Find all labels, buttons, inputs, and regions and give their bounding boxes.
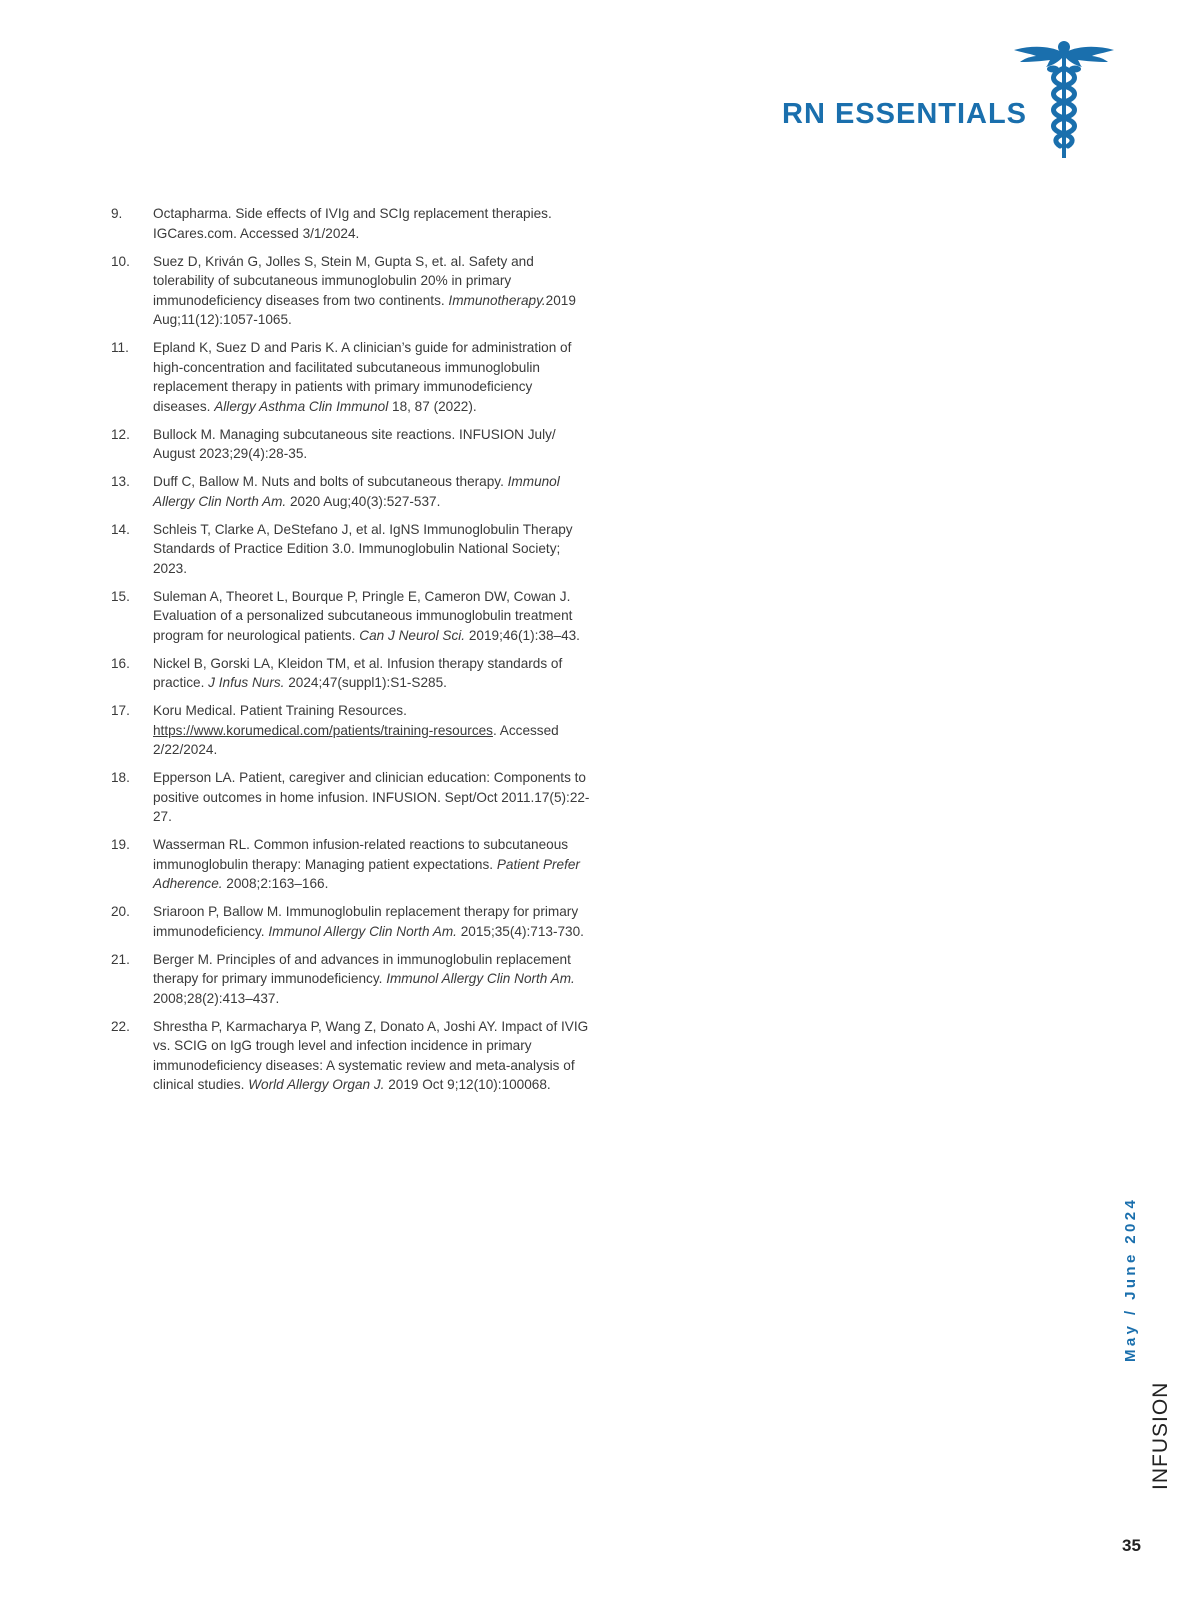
section-title: RN ESSENTIALS bbox=[782, 98, 1028, 130]
reference-number: 11. bbox=[111, 340, 129, 355]
reference-number: 21. bbox=[111, 951, 130, 967]
reference-journal: World Allergy Organ J. bbox=[248, 1077, 385, 1092]
reference-journal: Immunotherapy. bbox=[448, 292, 546, 308]
reference-text: Octapharma. Side effects of IVIg and SCIg replacement therapies. IGCares.com. Accessed 3/1/2024. bbox=[153, 206, 552, 241]
reference-number: 18. bbox=[111, 770, 130, 785]
reference-item bbox=[111, 472, 591, 511]
magazine-brand: INFUSION bbox=[1149, 1381, 1172, 1490]
reference-number: 19. bbox=[111, 837, 130, 852]
issue-date: May / June 2024 bbox=[1122, 1196, 1139, 1362]
reference-item bbox=[111, 425, 591, 464]
reference-number: 16. bbox=[111, 655, 130, 671]
reference-text: Suez D, Kriván G, Jolles S, Stein M, Gupta S, et. al. Safety and tolerability of subcutaneous immunoglobulin 20% in primary immunodeficiency diseases from two continents. bbox=[153, 253, 534, 308]
reference-text: Sriaroon P, Ballow M. Immunoglobulin replacement therapy for primary immunodeficiency. bbox=[153, 904, 579, 939]
reference-text: 2020 Aug;40(3):527-537. bbox=[286, 493, 441, 509]
reference-text: 2019;46(1):38–43. bbox=[465, 627, 580, 643]
reference-text: Epland K, Suez D and Paris K. A clinician’s guide for administration of high-concentration and facilitated subcutaneous immunoglobulin replacement therapy in patients with primary immunodeficiency diseases. bbox=[153, 340, 572, 414]
reference-text: Schleis T, Clarke A, DeStefano J, et al. IgNS Immunoglobulin Therapy Standards of Practice Edition 3.0. Immunoglobulin National Society; 2023. bbox=[153, 521, 573, 576]
reference-text: 2024;47(suppl1):S1-S285. bbox=[284, 675, 447, 690]
reference-number: 22. bbox=[111, 1018, 130, 1034]
reference-item bbox=[111, 338, 591, 416]
reference-text: Bullock M. Managing subcutaneous site reactions. INFUSION July/ August 2023;29(4):28-35. bbox=[153, 426, 556, 461]
reference-number: 10. bbox=[111, 253, 130, 269]
reference-text: 2019 Oct 9;12(10):100068. bbox=[384, 1077, 551, 1092]
reference-item bbox=[111, 768, 591, 827]
reference-text: 2019 Aug;11(12):1057-1065. bbox=[153, 292, 576, 327]
reference-journal: Immunol Allergy Clin North Am. bbox=[153, 474, 560, 509]
reference-item bbox=[111, 654, 591, 693]
reference-text: 2008;2:163–166. bbox=[222, 876, 329, 891]
reference-number: 13. bbox=[111, 474, 130, 489]
reference-journal: Can J Neurol Sci. bbox=[359, 627, 466, 643]
reference-item bbox=[111, 701, 591, 760]
reference-journal: Immunol Allergy Clin North Am. bbox=[268, 923, 457, 939]
reference-text: Shrestha P, Karmacharya P, Wang Z, Donato A, Joshi AY. Impact of IVIG vs. SCIG on IgG trough level and infection incidence in primary immunodeficiency diseases: A systematic review and meta-analysis of clinical studies. bbox=[153, 1018, 589, 1092]
reference-item bbox=[111, 1017, 591, 1095]
reference-text: Suleman A, Theoret L, Bourque P, Pringle E, Cameron DW, Cowan J. Evaluation of a personalized subcutaneous immunoglobulin treatment program for neurological patients. bbox=[153, 588, 573, 643]
reference-journal: J Infus Nurs. bbox=[208, 675, 285, 690]
reference-item bbox=[111, 520, 591, 579]
caduceus-icon bbox=[1014, 38, 1114, 160]
reference-journal: Immunol Allergy Clin North Am. bbox=[386, 971, 575, 986]
reference-item bbox=[111, 252, 591, 330]
reference-journal: Allergy Asthma Clin Immunol bbox=[214, 398, 389, 414]
reference-item bbox=[111, 835, 591, 894]
reference-text: Berger M. Principles of and advances in immunoglobulin replacement therapy for primary immunodeficiency. bbox=[153, 951, 571, 986]
reference-journal: Patient Prefer Adherence. bbox=[153, 856, 580, 891]
reference-number: 12. bbox=[111, 426, 130, 442]
reference-text: 2008;28(2):413–437. bbox=[153, 990, 280, 1006]
reference-text: . Accessed 2/22/2024. bbox=[153, 722, 559, 757]
reference-link[interactable]: https://www.korumedical.com/patients/training-resources bbox=[153, 722, 493, 738]
reference-text: 2015;35(4):713-730. bbox=[456, 923, 584, 939]
reference-number: 20. bbox=[111, 904, 130, 919]
reference-text: Wasserman RL. Common infusion-related reactions to subcutaneous immunoglobulin therapy: Managing patient expectations. bbox=[153, 837, 569, 872]
page-number: 35 bbox=[1122, 1536, 1141, 1555]
reference-number: 15. bbox=[111, 588, 130, 604]
reference-number: 9. bbox=[111, 206, 123, 221]
references-list bbox=[111, 204, 591, 1103]
reference-item bbox=[111, 902, 591, 941]
reference-text: Koru Medical. Patient Training Resources. bbox=[153, 703, 407, 718]
reference-item bbox=[111, 587, 591, 646]
reference-text: Epperson LA. Patient, caregiver and clinician education: Components to positive outcomes in home infusion. INFUSION. Sept/Oct 2011.17(5):22-27. bbox=[153, 770, 590, 824]
reference-item bbox=[111, 950, 591, 1009]
reference-number: 17. bbox=[111, 703, 130, 718]
reference-text: Duff C, Ballow M. Nuts and bolts of subcutaneous therapy. bbox=[153, 474, 508, 489]
reference-text: 18, 87 (2022). bbox=[388, 398, 477, 414]
reference-text: Nickel B, Gorski LA, Kleidon TM, et al. Infusion therapy standards of practice. bbox=[153, 655, 563, 690]
reference-number: 14. bbox=[111, 521, 130, 537]
reference-item bbox=[111, 204, 591, 243]
